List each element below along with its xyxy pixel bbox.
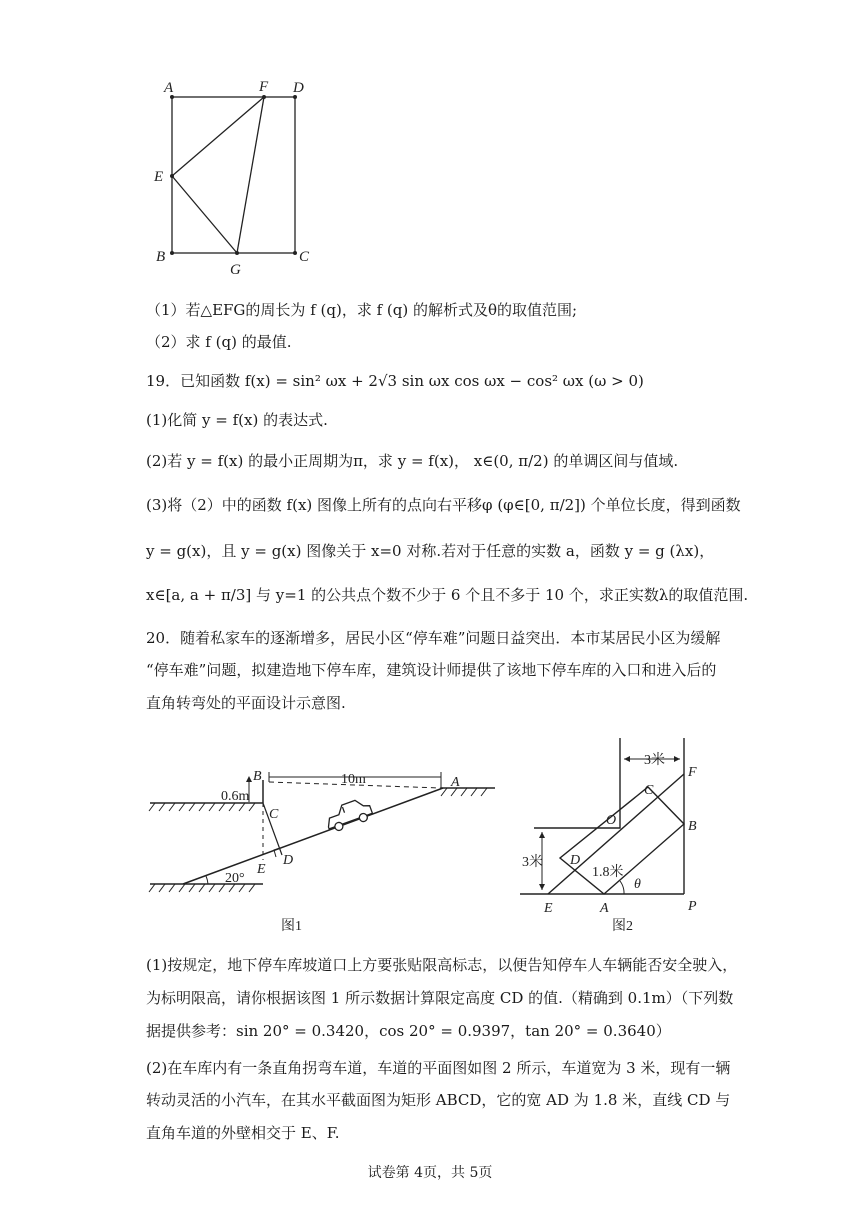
rect-abcd xyxy=(172,97,295,253)
q20-stem-line3: 直角转弯处的平面设计示意图. xyxy=(146,694,346,712)
car-icon xyxy=(323,796,374,833)
q19-part3b: y = g(x)，且 y = g(x) 图像关于 x=0 对称.若对于任意的实数 a，函数 y = g (λx)， xyxy=(146,542,715,560)
fig1-dist: 10m xyxy=(341,772,366,787)
fig2-label-a: A xyxy=(600,901,609,916)
figure-rectangle-efg xyxy=(140,72,330,284)
q20-part1a: (1)按规定，地下停车库坡道口上方要张贴限高标志，以便告知停车人车辆能否安全驶入， xyxy=(146,956,738,974)
q18-part1: （1）若△EFG的周长为 f (q)，求 f (q) 的解析式及θ的取值范围; xyxy=(146,301,578,319)
segment-fg xyxy=(237,97,264,253)
fig2-angle: θ xyxy=(634,877,641,892)
fig2-label-b: B xyxy=(688,819,697,834)
label-a: A xyxy=(164,80,174,96)
label-c: C xyxy=(299,249,310,265)
q20-part2b: 转动灵活的小汽车，在其水平截面图为矩形 ABCD，它的宽 AD 为 1.8 米，直线 CD 与 xyxy=(146,1091,731,1109)
fig1-label-e: E xyxy=(257,862,266,877)
q19-part1: (1)化简 y = f(x) 的表达式. xyxy=(146,411,328,429)
fig1-height: 0.6m xyxy=(221,789,250,804)
q20-part2a: (2)在车库内有一条直角拐弯车道，车道的平面图如图 2 所示，车道宽为 3 米，现有一辆 xyxy=(146,1059,731,1077)
fig1-label-c: C xyxy=(269,807,279,822)
q20-stem-line1: 20．随着私家车的逐渐增多，居民小区“停车难”问题日益突出．本市某居民小区为缓解 xyxy=(146,629,721,647)
q19-part2: (2)若 y = f(x) 的最小正周期为π，求 y = f(x)， x∈(0, π/2) 的单调区间与值域. xyxy=(146,452,679,470)
q20-part1b: 为标明限高，请你根据该图 1 所示数据计算限定高度 CD 的值.（精确到 0.1m）（下列数 xyxy=(146,989,734,1007)
fig2-label-p: P xyxy=(688,899,697,914)
fig1-angle: 20° xyxy=(225,871,245,886)
q18-part2: （2）求 f (q) 的最值. xyxy=(146,333,292,351)
fig1-caption: 图1 xyxy=(281,919,302,934)
fig2-label-f: F xyxy=(688,765,697,780)
q19-stem: 19．已知函数 f(x) = sin² ωx + 2√3 sin ωx cos ωx − cos² ωx (ω > 0) xyxy=(146,372,644,390)
q19-part3c: x∈[a, a + π/3] 与 y=1 的公共点个数不少于 6 个且不多于 10 个，求正实数λ的取值范围. xyxy=(146,586,749,604)
figure-2-lane xyxy=(520,730,740,940)
q19-part3a: (3)将（2）中的函数 f(x) 图像上所有的点向右平移φ (φ∈[0, π/2]) 个单位长度，得到函数 xyxy=(146,496,741,514)
label-b: B xyxy=(156,249,166,265)
segment-fe xyxy=(172,97,264,176)
page-footer: 试卷第 4页，共 5页 xyxy=(367,1165,493,1181)
fig2-label-c: C xyxy=(644,783,654,798)
q20-stem-line2: “停车难”问题，拟建造地下停车库，建筑设计师提供了该地下停车库的入口和进入后的 xyxy=(146,661,717,679)
q20-part1c: 据提供参考：sin 20° = 0.3420，cos 20° = 0.9397，tan 20° = 0.3640） xyxy=(146,1022,671,1040)
segment-eg xyxy=(172,176,237,253)
fig1-label-b: B xyxy=(253,769,262,784)
fig2-width-left: 3米 xyxy=(522,855,543,870)
label-g: G xyxy=(230,262,241,278)
label-e: E xyxy=(154,169,164,185)
label-d: D xyxy=(293,80,304,96)
fig2-width-top: 3米 xyxy=(644,753,665,768)
fig1-label-a: A xyxy=(451,775,460,790)
label-f: F xyxy=(259,79,269,95)
figure-1-ramp xyxy=(145,760,505,940)
fig1-label-d: D xyxy=(283,853,294,868)
fig2-caption: 图2 xyxy=(612,919,633,934)
fig2-ad-len: 1.8米 xyxy=(592,865,624,880)
fig2-label-d: D xyxy=(570,853,581,868)
q20-part2c: 直角车道的外壁相交于 E、F. xyxy=(146,1124,340,1142)
fig2-label-o: O xyxy=(606,813,617,828)
fig2-label-e: E xyxy=(544,901,553,916)
